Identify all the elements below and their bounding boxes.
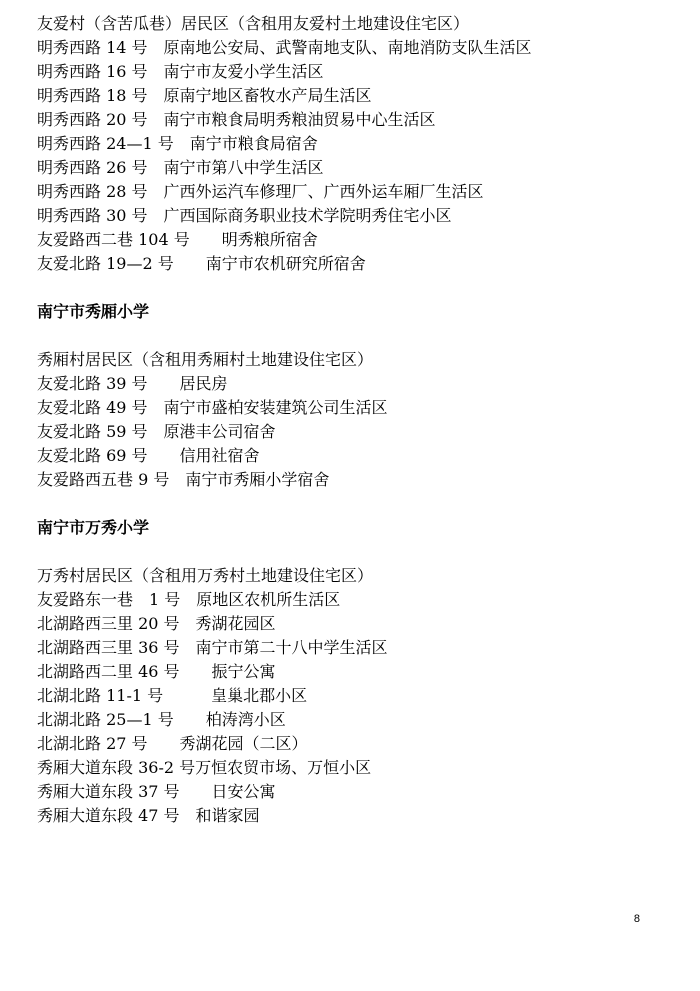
address-line: 明秀西路 18 号 原南宁地区畜牧水产局生活区	[37, 86, 372, 105]
spacer	[37, 324, 677, 348]
section-heading: 南宁市秀厢小学	[37, 302, 150, 321]
address-line: 友爱北路 59 号 原港丰公司宿舍	[37, 422, 276, 441]
address-line: 北湖北路 27 号 秀湖花园（二区）	[37, 734, 308, 753]
section-wanxiu-school	[37, 516, 677, 828]
spacer	[37, 492, 677, 516]
address-line: 明秀西路 26 号 南宁市第八中学生活区	[37, 158, 324, 177]
address-line: 友爱路西五巷 9 号 南宁市秀厢小学宿舍	[37, 470, 330, 489]
address-line: 秀厢村居民区（含租用秀厢村土地建设住宅区）	[37, 350, 374, 369]
document-content	[37, 12, 677, 828]
page-number: 8	[633, 913, 640, 925]
spacer	[37, 540, 677, 564]
address-line: 明秀西路 24—1 号 南宁市粮食局宿舍	[37, 134, 318, 153]
address-line: 明秀西路 16 号 南宁市友爱小学生活区	[37, 62, 324, 81]
address-line: 友爱路西二巷 104 号 明秀粮所宿舍	[37, 230, 318, 249]
section-heading: 南宁市万秀小学	[37, 518, 150, 537]
address-line: 秀厢大道东段 36-2 号万恒农贸市场、万恒小区	[37, 758, 372, 777]
address-line: 友爱北路 39 号 居民房	[37, 374, 228, 393]
address-line: 北湖北路 25—1 号 柏涛湾小区	[37, 710, 286, 729]
address-line: 秀厢大道东段 37 号 日安公寓	[37, 782, 276, 801]
address-line: 北湖北路 11-1 号 皇巢北郡小区	[37, 686, 308, 705]
address-line: 明秀西路 30 号 广西国际商务职业技术学院明秀住宅小区	[37, 206, 452, 225]
address-line: 北湖路西二里 46 号 振宁公寓	[37, 662, 276, 681]
address-line: 万秀村居民区（含租用万秀村土地建设住宅区）	[37, 566, 374, 585]
address-line: 明秀西路 20 号 南宁市粮食局明秀粮油贸易中心生活区	[37, 110, 436, 129]
spacer	[37, 276, 677, 300]
address-line: 友爱北路 69 号 信用社宿舍	[37, 446, 260, 465]
address-line: 北湖路西三里 20 号 秀湖花园区	[37, 614, 276, 633]
address-line: 友爱村（含苦瓜巷）居民区（含租用友爱村土地建设住宅区）	[37, 14, 470, 33]
address-line: 友爱北路 19—2 号 南宁市农机研究所宿舍	[37, 254, 366, 273]
address-line: 友爱路东一巷 1 号 原地区农机所生活区	[37, 590, 341, 609]
section-xiuxiang-school	[37, 300, 677, 492]
address-line: 明秀西路 14 号 原南地公安局、武警南地支队、南地消防支队生活区	[37, 38, 532, 57]
address-line: 明秀西路 28 号 广西外运汽车修理厂、广西外运车厢厂生活区	[37, 182, 484, 201]
address-line: 北湖路西三里 36 号 南宁市第二十八中学生活区	[37, 638, 388, 657]
address-line: 友爱北路 49 号 南宁市盛柏安装建筑公司生活区	[37, 398, 388, 417]
section-youai-addresses	[37, 12, 677, 276]
address-line: 秀厢大道东段 47 号 和谐家园	[37, 806, 260, 825]
